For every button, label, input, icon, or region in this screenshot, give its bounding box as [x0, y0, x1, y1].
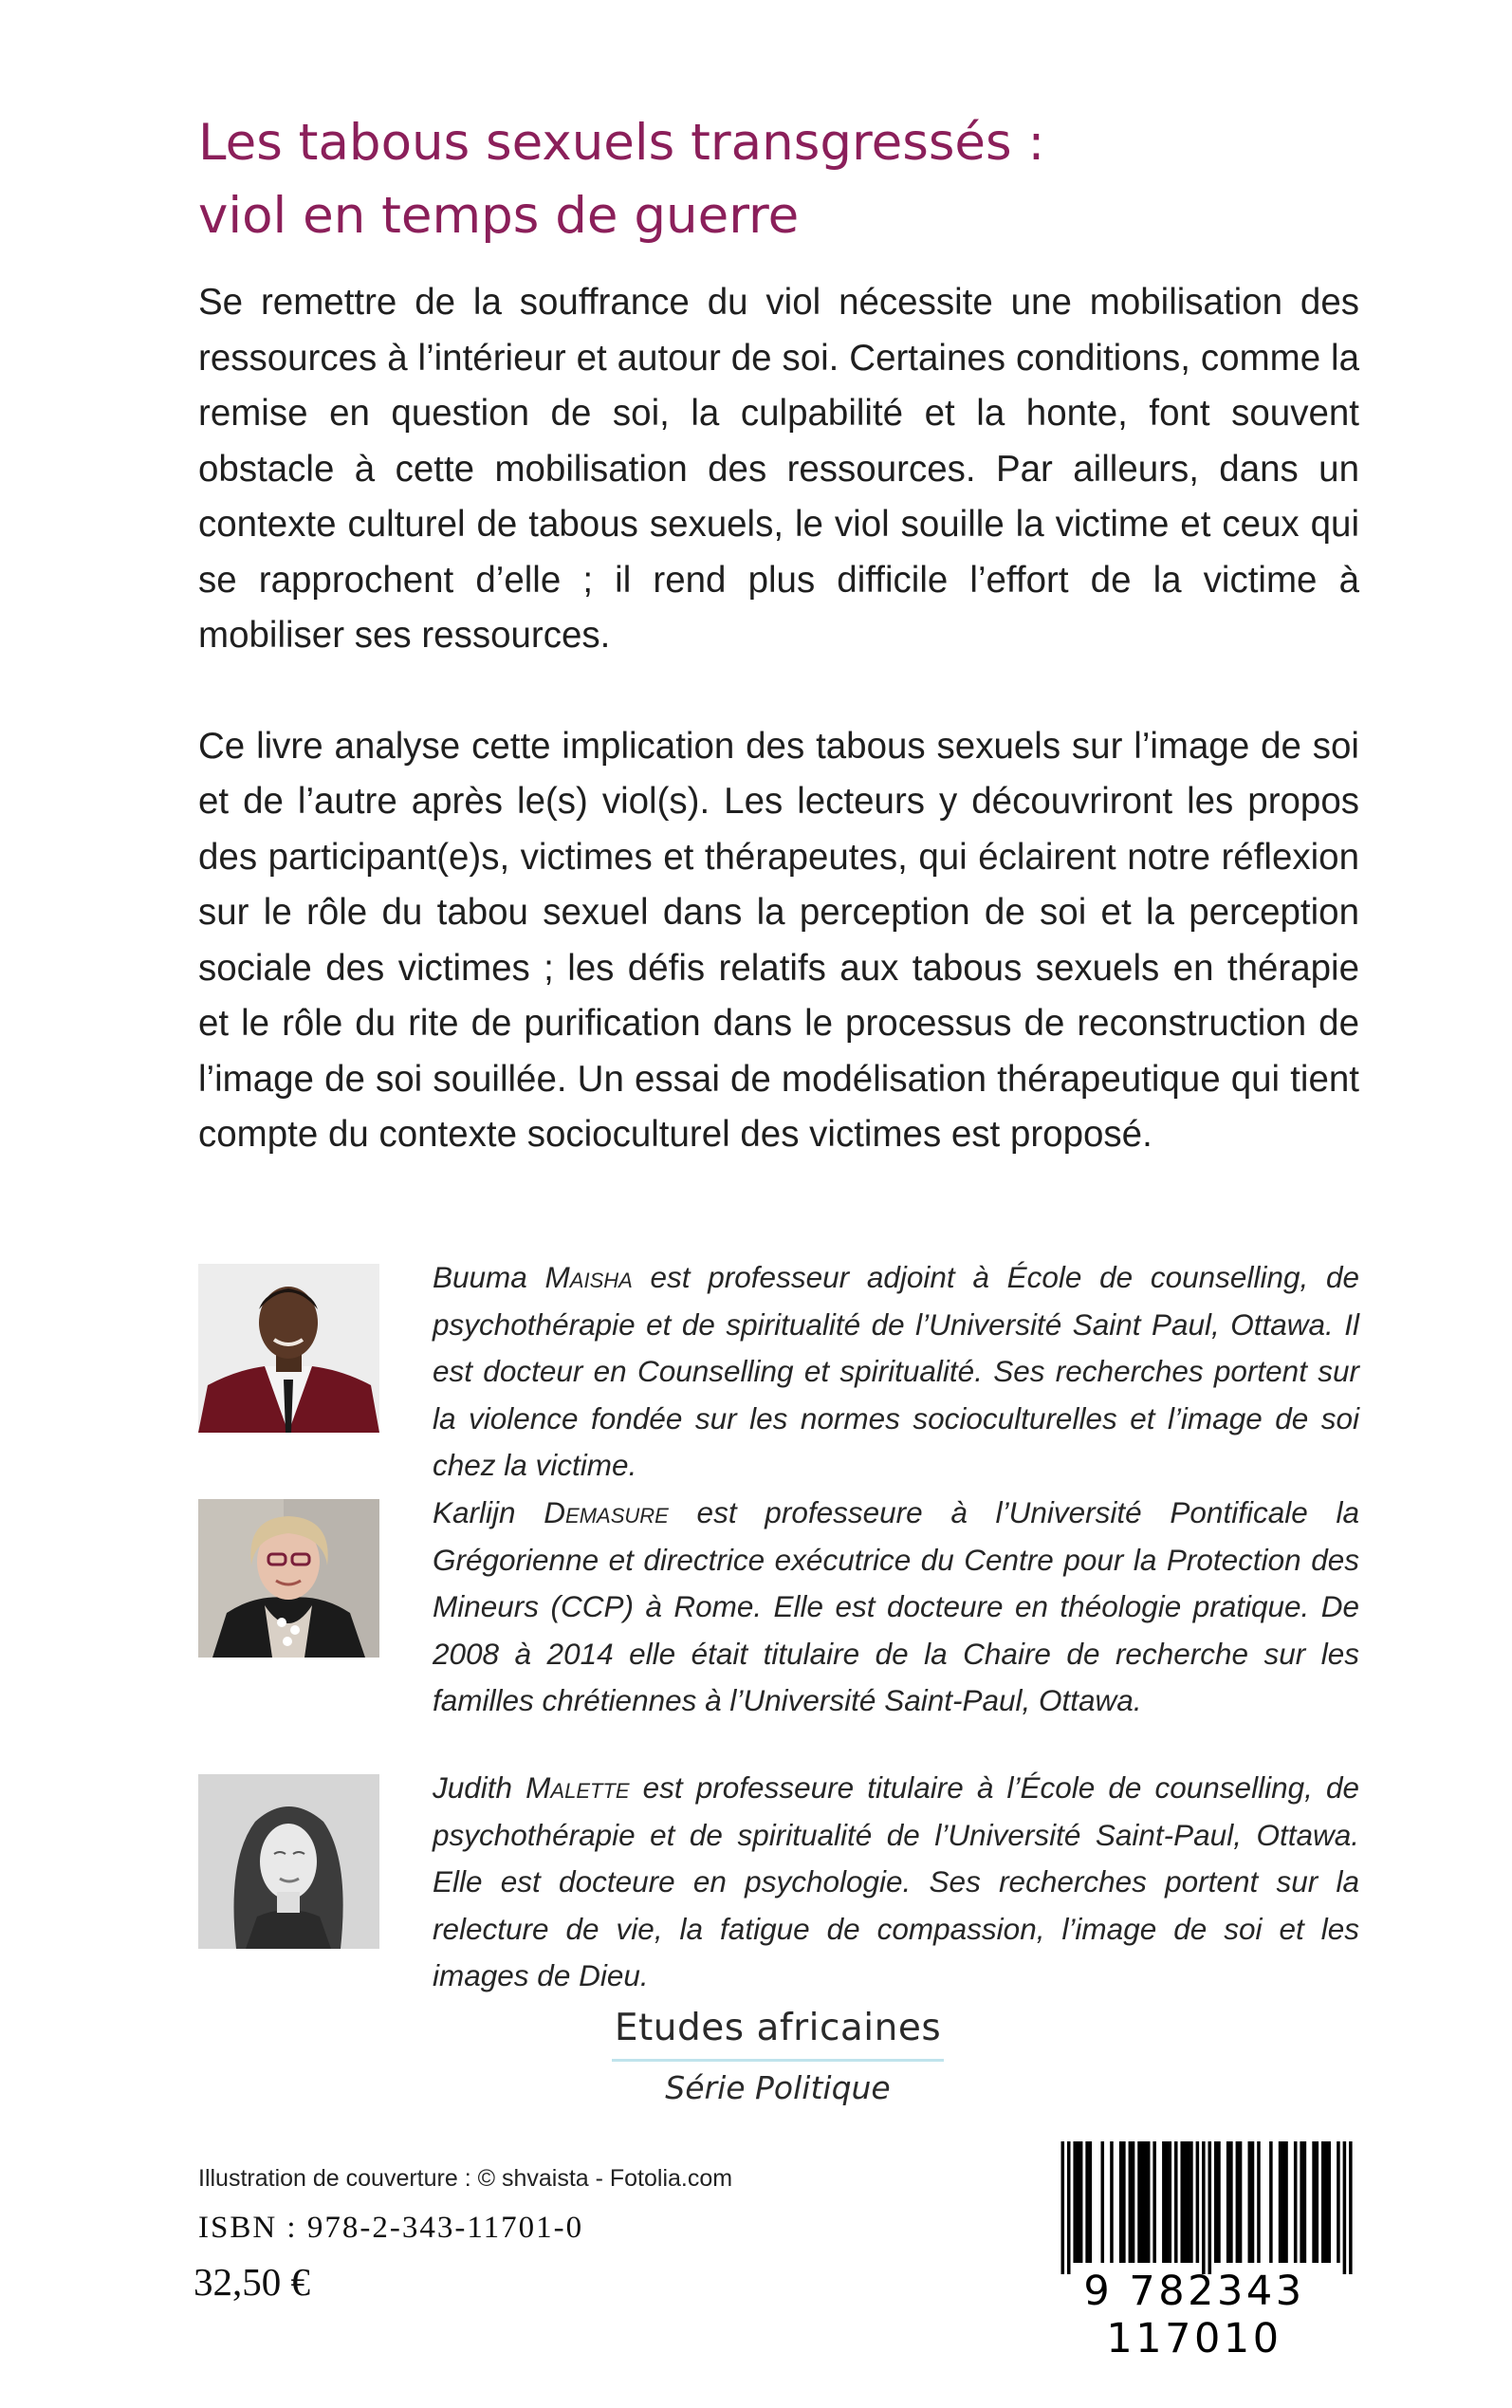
collection-divider	[612, 2059, 944, 2062]
barcode-bar	[1085, 2141, 1089, 2263]
isbn: ISBN : 978-2-343-11701-0	[198, 2211, 584, 2245]
barcode-bar	[1061, 2141, 1065, 2274]
barcode-bar	[1073, 2141, 1077, 2263]
barcode-bar	[1196, 2141, 1200, 2263]
barcode-bar	[1269, 2141, 1273, 2263]
barcode-bar	[1312, 2141, 1316, 2263]
barcode-bar	[1248, 2141, 1252, 2263]
author-photo-malette	[198, 1774, 379, 1949]
barcode-bar	[1300, 2141, 1303, 2263]
barcode-bar	[1316, 2141, 1319, 2263]
barcode-bar	[1140, 2141, 1144, 2263]
barcode-bar	[1294, 2141, 1298, 2263]
barcode-digits: 9 782343 117010	[1083, 2268, 1305, 2362]
isbn-barcode	[1027, 2141, 1361, 2362]
barcode-bar	[1162, 2141, 1166, 2263]
barcode-bar	[1189, 2141, 1193, 2263]
author-first-name: Judith	[433, 1770, 513, 1805]
barcode-bar	[1132, 2141, 1135, 2263]
barcode-bar	[1119, 2141, 1123, 2263]
barcode-bar	[1251, 2141, 1255, 2263]
collection-name: Etudes africaines	[614, 2007, 942, 2049]
barcode-bar	[1343, 2141, 1347, 2274]
author-bio-text: est professeure à l’Université Pontificale la Grégorienne et directrice exécutrice du Centre pour la Protection des Mineurs (CCP) à Rome. Elle est docteure en théologie pratique. De 2008 à 2014 elle était titulaire de la Chaire de recherche sur les familles chrétiennes à l’Université Saint-Paul, Ottawa.	[433, 1495, 1359, 1717]
barcode-bar	[1229, 2141, 1233, 2263]
barcode-bar	[1067, 2141, 1071, 2274]
barcode-bar	[1202, 2141, 1206, 2274]
barcode-bar	[1184, 2141, 1188, 2263]
book-title	[198, 106, 1374, 252]
barcode-bar	[1239, 2141, 1243, 2263]
barcode-bar	[1152, 2141, 1156, 2263]
barcode-bar	[1180, 2141, 1184, 2263]
book-description	[198, 275, 1359, 1163]
barcode-bar	[1122, 2141, 1126, 2263]
barcode-bar	[1282, 2141, 1285, 2263]
author-last-name: Maisha	[544, 1260, 633, 1294]
author-last-name: Malette	[526, 1770, 630, 1805]
barcode-bar	[1079, 2141, 1083, 2263]
description-paragraph-1: Se remettre de la souffrance du viol nécessite une mobilisation des ressources à l’intérieur et autour de soi. Certaines conditions, comme la remise en question de soi, la culpabilité et la honte, font souvent obstacle à cette mobilisation des ressources. Par ailleurs, dans un contexte culturel de tabous sexuels, le viol souille la victime et ceux qui se rapprochent d’elle ; il rend plus difficile l’effort de la victime à mobiliser ses ressources.	[198, 282, 1359, 656]
barcode-bar	[1089, 2141, 1093, 2263]
author-maisha	[198, 1260, 1359, 1482]
barcode-bar	[1236, 2141, 1240, 2263]
barcode-bar	[1321, 2141, 1325, 2263]
author-photo-demasure	[198, 1499, 379, 1658]
author-bio-maisha	[433, 1254, 1359, 1490]
barcode-bar	[1137, 2141, 1141, 2263]
description-paragraph-2: Ce livre analyse cette implication des tabous sexuels sur l’image de soi et de l’autre après le(s) viol(s). Les lecteurs y découvriront les propos des participant(e)s, victimes et thérapeutes, qui éclairent notre réflexion sur le rôle du tabou sexuel dans la perception de soi et la perception sociale des victimes ; les défis relatifs aux tabous sexuels en thérapie et le rôle du rite de purification dans le processus de reconstruction de l’image de soi souillée. Un essai de modélisation thérapeutique qui tient compte du contexte socioculturel des victimes est proposé.	[198, 725, 1359, 1155]
barcode-bar	[1214, 2141, 1218, 2263]
author-demasure	[198, 1495, 1359, 1717]
barcode-bar	[1077, 2141, 1080, 2263]
barcode-bar	[1257, 2141, 1261, 2263]
barcode-bar	[1279, 2141, 1282, 2263]
barcode-bar	[1169, 2141, 1172, 2263]
barcode-bar	[1129, 2141, 1133, 2263]
barcode-bar	[1208, 2141, 1212, 2274]
author-malette	[198, 1770, 1359, 1992]
author-bio-text: est professeur adjoint à École de counselling, de psychothérapie et de spiritualité de l’Université Saint Paul, Ottawa. Il est docteur en Counselling et spiritualité. Ses recherches portent sur la violence fondée sur les normes socioculturelles et l’image de soi chez la victime.	[433, 1260, 1359, 1482]
portrait-woman-bw-image	[198, 1774, 379, 1949]
title-line-2: viol en temps de guerre	[198, 187, 800, 245]
barcode-bar	[1187, 2141, 1190, 2263]
author-photo-maisha	[198, 1264, 379, 1433]
cover-credit: Illustration de couverture : © shvaista - Fotolia.com	[198, 2165, 733, 2192]
author-last-name: Demasure	[544, 1495, 669, 1529]
barcode-bar	[1337, 2141, 1340, 2263]
author-first-name: Buuma	[433, 1260, 527, 1294]
author-bio-text: est professeure titulaire à l’École de counselling, de psychothérapie et de spiritualité de l’Université Saint-Paul, Ottawa. Elle est docteure en psychologie. Ses recherches portent sur la relecture de vie, la fatigue de compassion, l’image de soi et les images de Dieu.	[433, 1770, 1359, 1992]
barcode-bar	[1327, 2141, 1331, 2263]
author-bio-demasure	[433, 1490, 1359, 1725]
barcode-bar	[1349, 2141, 1353, 2274]
barcode-bar	[1217, 2141, 1221, 2263]
barcode-bar	[1110, 2141, 1114, 2263]
barcode-bar	[1165, 2141, 1169, 2263]
collection-logo	[588, 2004, 968, 2111]
author-first-name: Karlijn	[433, 1495, 516, 1529]
barcode-bar	[1174, 2141, 1178, 2263]
title-line-1: Les tabous sexuels transgressés :	[198, 114, 1045, 172]
barcode-bar	[1144, 2141, 1148, 2263]
collection-series: Série Politique	[665, 2069, 891, 2106]
barcode-bars-image	[1027, 2141, 1361, 2274]
barcode-bar	[1101, 2141, 1105, 2263]
barcode-bar	[1303, 2141, 1307, 2263]
author-bio-malette	[433, 1765, 1359, 2000]
barcode-bar	[1324, 2141, 1328, 2263]
barcode-bar	[1284, 2141, 1288, 2263]
barcode-bar	[1147, 2141, 1151, 2263]
price: 32,50 €	[194, 2260, 310, 2304]
barcode-bar	[1226, 2141, 1230, 2263]
portrait-man-image	[198, 1264, 379, 1433]
portrait-woman-image	[198, 1499, 379, 1658]
